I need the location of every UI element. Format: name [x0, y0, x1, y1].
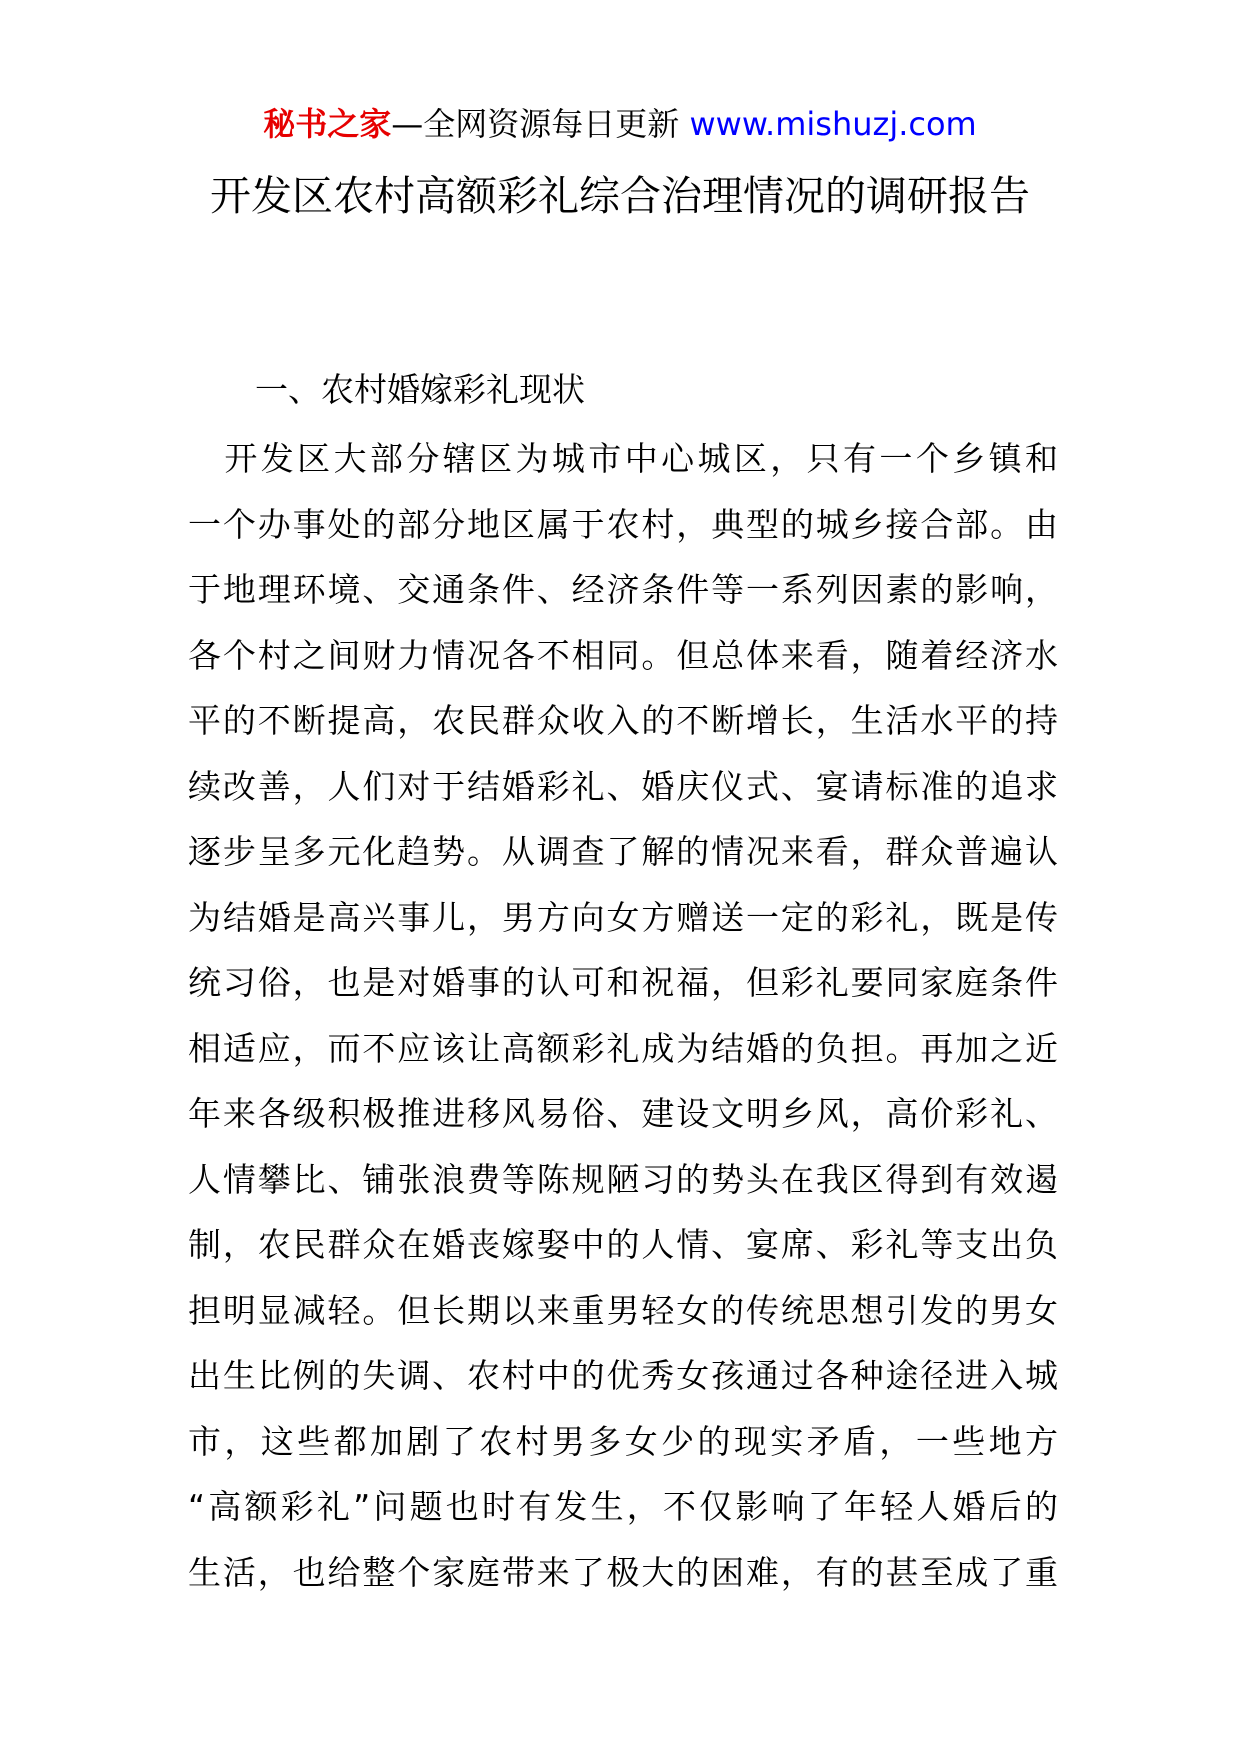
body-paragraph — [188, 426, 1058, 1605]
document-title: 开发区农村高额彩礼综合治理情况的调研报告 — [210, 172, 1030, 220]
paragraph-line: 年来各级积极推进移风易俗、建设文明乡风，高价彩礼、 — [188, 1094, 1058, 1133]
site-header — [0, 100, 1240, 148]
paragraph-line: 为结婚是高兴事儿，男方向女方赠送一定的彩礼，既是传 — [188, 897, 1058, 937]
paragraph-line: “高额彩礼”问题也时有发生，不仅影响了年轻人婚后的 — [188, 1487, 1058, 1526]
paragraph-line: 生活，也给整个家庭带来了极大的困难，有的甚至成了重 — [188, 1552, 1058, 1592]
paragraph-line: 续改善，人们对于结婚彩礼、婚庆仪式、宴请标准的追求 — [188, 766, 1058, 806]
header-slogan: —全网资源每日更新 — [391, 105, 680, 143]
paragraph-line: 各个村之间财力情况各不相同。但总体来看，随着经济水 — [188, 635, 1058, 675]
paragraph-line: 制，农民群众在婚丧嫁娶中的人情、宴席、彩礼等支出负 — [188, 1225, 1058, 1264]
paragraph-line: 逐步呈多元化趋势。从调查了解的情况来看，群众普遍认 — [188, 832, 1058, 871]
paragraph-line: 于地理环境、交通条件、经济条件等一系列因素的影响， — [188, 570, 1058, 609]
paragraph-line: 一个办事处的部分地区属于农村，典型的城乡接合部。由 — [188, 504, 1058, 544]
site-url-link[interactable]: www.mishuzj.com — [689, 105, 977, 143]
paragraph-line: 人情攀比、铺张浪费等陈规陋习的势头在我区得到有效遏 — [188, 1159, 1058, 1199]
paragraph-line: 开发区大部分辖区为城市中心城区，只有一个乡镇和 — [188, 439, 1058, 478]
paragraph-line: 出生比例的失调、农村中的优秀女孩通过各种途径进入城 — [188, 1356, 1058, 1395]
brand-name: 秘书之家 — [263, 105, 392, 143]
paragraph-line: 平的不断提高，农民群众收入的不断增长，生活水平的持 — [188, 701, 1058, 740]
paragraph-line: 统习俗，也是对婚事的认可和祝福，但彩礼要同家庭条件 — [188, 963, 1058, 1002]
paragraph-line: 相适应，而不应该让高额彩礼成为结婚的负担。再加之近 — [188, 1028, 1058, 1068]
paragraph-line: 担明显减轻。但长期以来重男轻女的传统思想引发的男女 — [188, 1290, 1058, 1330]
section-heading: 一、农村婚嫁彩礼现状 — [255, 370, 585, 409]
paragraph-line: 市，这些都加剧了农村男多女少的现实矛盾，一些地方 — [188, 1421, 1058, 1461]
